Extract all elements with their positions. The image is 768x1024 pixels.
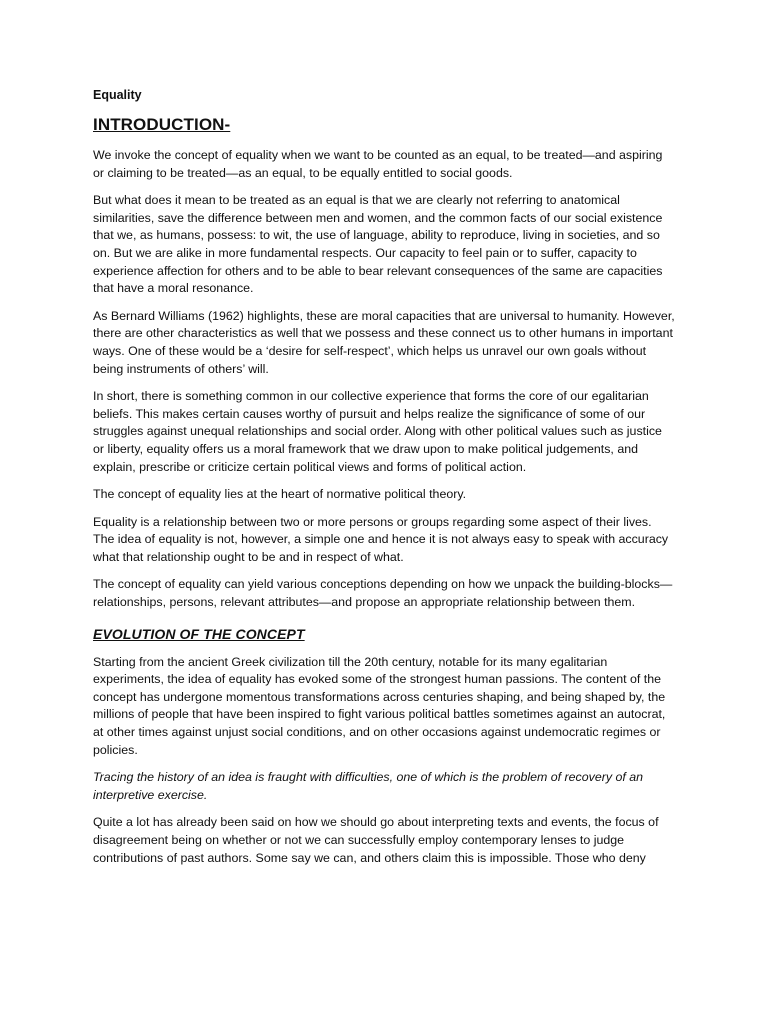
intro-paragraph-5: The concept of equality lies at the heart of normative political theory.	[93, 487, 467, 502]
evolution-paragraph-3: Quite a lot has already been said on how we should go about interpreting texts and events, the focus of disagreement being on whether or not we can successfully employ contemporary lenses to judge contributions of past authors. Some say we can, and others claim this is impossible. Those who deny	[93, 815, 659, 865]
document-page	[93, 86, 675, 877]
intro-paragraph-4: In short, there is something common in our collective experience that forms the core of our egalitarian beliefs. This makes certain causes worthy of pursuit and helps realize the significance of some of our struggles against unequal relationships and social order. Along with other political values such as justice or liberty, equality offers us a moral framework that we draw upon to make political judgements, and explain, prescribe or criticize certain political views and forms of political action.	[93, 389, 662, 474]
intro-paragraph-2: But what does it mean to be treated as an equal is that we are clearly not referring to anatomical similarities, save the difference between men and women, and the common facts of our social existence that we, as humans, possess: to wit, the use of language, ability to reproduce, living in societies, and so on. But we are alike in more fundamental respects. Our capacity to feel pain or to suffer, capacity to experience affection for others and to be able to bear relevant consequences of the same are capacities that have a moral resonance.	[93, 193, 663, 296]
intro-paragraph-1: We invoke the concept of equality when we want to be counted as an equal, to be treated—and aspiring or claiming to be treated—as an equal, to be equally entitled to social goods.	[93, 148, 663, 180]
document-title: Equality	[93, 88, 142, 102]
evolution-paragraph-1: Starting from the ancient Greek civilization till the 20th century, notable for its many egalitarian experiments, the idea of equality has evoked some of the strongest human passions. The content of the concept has undergone momentous transformations across centuries shaping, and being shaped by, the millions of people that have been inspired to fight various political battles sometimes against an autocrat, at other times against unjust social conditions, and on other occasions against undemocratic regimes or policies.	[93, 654, 666, 757]
intro-paragraph-7: The concept of equality can yield various conceptions depending on how we unpack the building-blocks—relationships, persons, relevant attributes—and propose an appropriate relationship between them.	[93, 577, 673, 610]
evolution-paragraph-2: Tracing the history of an idea is fraught with difficulties, one of which is the problem of recovery of an interpretive exercise.	[93, 770, 644, 802]
evolution-heading: EVOLUTION OF THE CONCEPT	[93, 625, 305, 642]
introduction-heading: INTRODUCTION-	[93, 115, 231, 134]
intro-paragraph-3: As Bernard Williams (1962) highlights, these are moral capacities that are universal to humanity. However, there are other characteristics as well that we possess and these connect us to other humans in important ways. One of these would be a ‘desire for self-respect’, which helps us unravel our own goals without being instruments of others’ will.	[93, 308, 675, 376]
intro-paragraph-6: Equality is a relationship between two or more persons or groups regarding some aspect of their lives. The idea of equality is not, however, a simple one and hence it is not always easy to speak with accuracy what that relationship ought to be and in respect of what.	[93, 514, 669, 564]
